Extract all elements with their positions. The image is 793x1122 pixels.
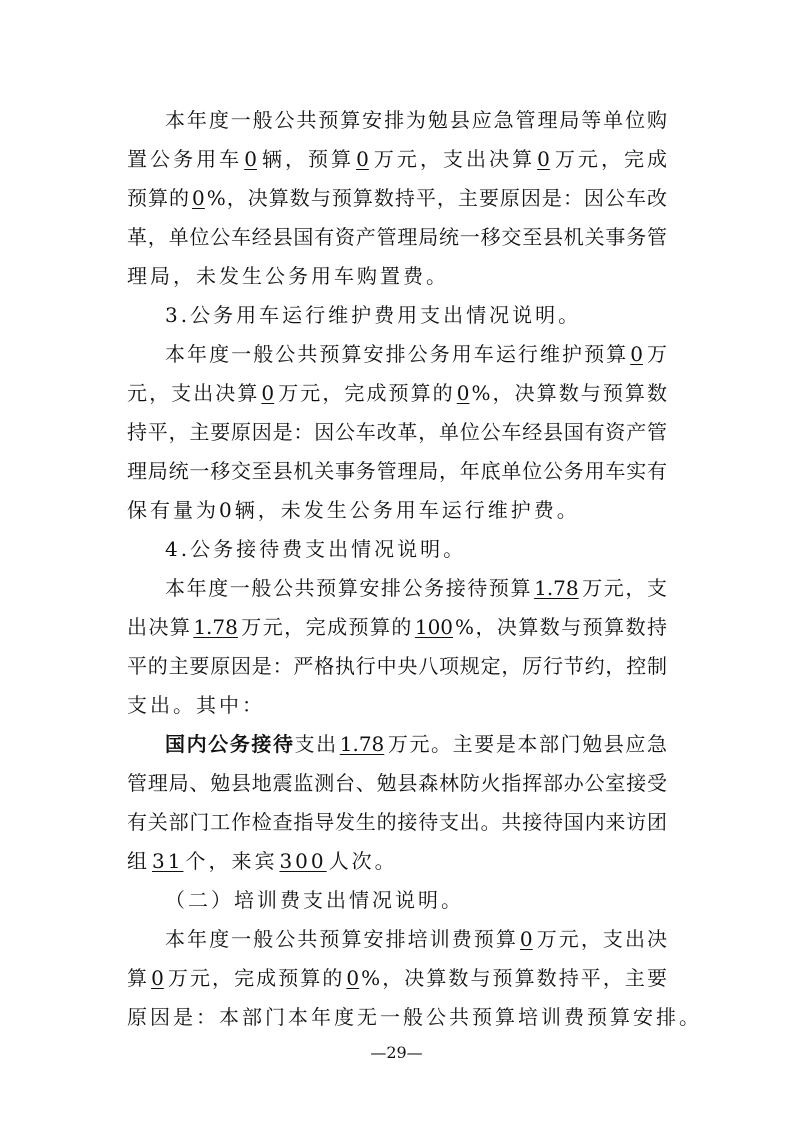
underlined-value: 0 [537, 147, 550, 171]
paragraph-line [127, 802, 667, 842]
text-span: 平的主要原因是：严格执行中央八项规定，厉行节约，控制 [127, 654, 667, 678]
text-span: %，决算数与预算数持平，主要原因是：因公车改 [206, 186, 667, 210]
paragraph-line [165, 724, 667, 764]
text-span: 预算的 [127, 186, 191, 210]
text-span: %，决算数与预算数持 [455, 615, 668, 639]
bold-term: 国内公务接待 [165, 732, 295, 756]
text-span: 保有量为0辆，未发生公务用车运行维护费。 [127, 498, 580, 522]
underlined-value: 0 [456, 381, 470, 405]
paragraph-line [165, 919, 667, 959]
text-span: 置公务用车 [127, 147, 243, 171]
heading-text: （二）培训费支出情况说明。 [165, 888, 464, 912]
text-span: 革，单位公车经县国有资产管理局统一移交至县机关事务管 [127, 225, 667, 249]
heading-text: 3.公务用车运行维护费用支出情况说明。 [165, 303, 582, 327]
text-span: %，决算数与预算数持平，主要 [361, 966, 668, 990]
section-heading [165, 529, 667, 569]
paragraph-line [127, 607, 667, 647]
text-span: 人次。 [328, 849, 398, 873]
text-span: 持平，主要原因是：因公车改革，单位公车经县国有资产管 [127, 420, 667, 444]
underlined-value: 0 [151, 966, 164, 990]
paragraph-line [127, 646, 667, 686]
text-span: 元，支出决算 [127, 381, 260, 405]
page-number: —29— [370, 1043, 423, 1062]
text-span: 本年度一般公共预算安排公务用车运行维护预算 [165, 342, 629, 366]
underlined-value: 0 [261, 381, 275, 405]
text-span: 万元，完成预算的 [165, 966, 345, 990]
section-heading [165, 880, 705, 920]
text-span: 万 [644, 342, 668, 366]
underlined-value: 1.78 [339, 732, 385, 756]
text-span: 本年度一般公共预算安排公务接待预算 [165, 576, 533, 600]
text-span: 理局统一移交至县机关事务管理局，年底单位公务用车实有 [127, 459, 667, 483]
underlined-value: 1.78 [534, 576, 579, 600]
text-span: 万元，完成 [551, 147, 668, 171]
text-span: 万元，支 [580, 576, 667, 600]
text-span: 算 [127, 966, 150, 990]
text-span: 万元，支出决 [534, 927, 668, 951]
text-span: 支出 [294, 732, 338, 756]
text-span: 万元，完成预算的 [276, 381, 455, 405]
text-span: 本年度一般公共预算安排培训费预算 [165, 927, 518, 951]
text-span: %，决算数与预算数 [471, 381, 667, 405]
text-span: 支出。其中： [127, 693, 265, 717]
paragraph-line [127, 217, 667, 257]
paragraph-line [127, 178, 667, 218]
underlined-value: 0 [192, 186, 205, 210]
underlined-value: 0 [346, 966, 360, 990]
text-span: 万元，支出决算 [370, 147, 536, 171]
section-heading [165, 295, 667, 335]
paragraph-line [127, 139, 667, 179]
text-span: 万元。主要是本部门勉县应急 [386, 732, 667, 756]
text-span: 出决算 [127, 615, 192, 639]
text-span: 本年度一般公共预算安排为勉县应急管理局等单位购 [165, 108, 667, 132]
text-span: 万元，完成预算的 [239, 615, 413, 639]
paragraph-line [127, 763, 667, 803]
text-span: 个，来宾 [185, 849, 278, 873]
paragraph-line [127, 997, 702, 1037]
text-span: 理局，未发生公务用车购置费。 [127, 264, 449, 288]
text-span: 管理局、勉县地震监测台、勉县森林防火指挥部办公室接受 [127, 771, 667, 795]
underlined-value: 0 [244, 147, 257, 171]
text-span: 有关部门工作检查指导发生的接待支出。共接待国内来访团 [127, 810, 667, 834]
paragraph-line [127, 685, 667, 725]
paragraph-line [165, 100, 667, 140]
underlined-value: 0 [356, 147, 369, 171]
paragraph-line [127, 490, 667, 530]
text-span: 组 [127, 849, 150, 873]
underlined-value: 0 [519, 927, 533, 951]
paragraph-line [165, 334, 667, 374]
paragraph-line [165, 568, 667, 608]
paragraph-line [127, 841, 667, 881]
paragraph-line [127, 412, 667, 452]
paragraph-line [127, 958, 667, 998]
underlined-value: 100 [414, 615, 454, 639]
paragraph-line [127, 451, 667, 491]
underlined-value: 0 [630, 342, 643, 366]
paragraph-line [127, 256, 667, 296]
heading-text: 4.公务接待费支出情况说明。 [165, 537, 467, 561]
underlined-value: 1.78 [193, 615, 238, 639]
paragraph-line [127, 373, 667, 413]
text-span: 辆，预算 [258, 147, 355, 171]
text-span: 原因是：本部门本年度无一般公共预算培训费预算安排。 [127, 1005, 702, 1029]
underlined-value: 31 [152, 849, 184, 873]
underlined-value: 300 [279, 849, 327, 873]
